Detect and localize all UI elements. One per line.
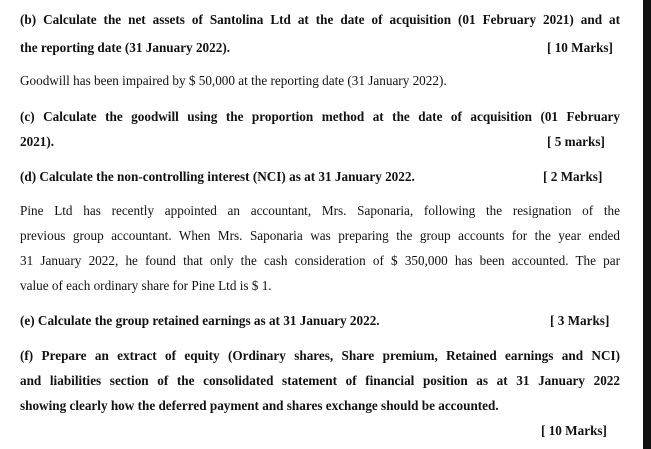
- question-b-marks: [ 10 Marks]: [547, 40, 613, 55]
- question-f-line3: showing clearly how the deferred payment and shares exchange should be accounted.: [20, 398, 499, 413]
- scenario-line3: 31 January 2022, he found that only the cash consideration of $ 350,000 has been accounted. The par: [20, 253, 620, 268]
- question-e-text: (e) Calculate the group retained earnings as at 31 January 2022.: [20, 313, 380, 328]
- question-c-marks: [ 5 marks]: [547, 134, 605, 149]
- question-f-line2: and liabilities section of the consolidated statement of financial position as at 31 January 2022: [20, 373, 620, 388]
- question-d-text: (d) Calculate the non-controlling interest (NCI) as at 31 January 2022.: [20, 169, 415, 184]
- question-c-line1: (c) Calculate the goodwill using the proportion method at the date of acquisition (01 February: [20, 109, 620, 124]
- scenario-line1: Pine Ltd has recently appointed an accountant, Mrs. Saponaria, following the resignation of the: [20, 203, 620, 218]
- question-e-marks: [ 3 Marks]: [550, 313, 610, 328]
- scenario-line4: value of each ordinary share for Pine Ltd is $ 1.: [20, 278, 272, 293]
- question-d-marks: [ 2 Marks]: [543, 169, 603, 184]
- goodwill-note: Goodwill has been impaired by $ 50,000 at the reporting date (31 January 2022).: [20, 73, 447, 88]
- page-edge-bar: [643, 0, 651, 449]
- scenario-line2: previous group accountant. When Mrs. Saponaria was preparing the group accounts for the year ended: [20, 228, 620, 243]
- question-b-line1: (b) Calculate the net assets of Santolina Ltd at the date of acquisition (01 February 2021) and at: [20, 12, 620, 27]
- question-c-line2: 2021).: [20, 134, 55, 149]
- question-b-line2: the reporting date (31 January 2022).: [20, 40, 231, 55]
- question-f-marks: [ 10 Marks]: [541, 423, 607, 438]
- question-f-line1: (f) Prepare an extract of equity (Ordinary shares, Share premium, Retained earnings and NCI): [20, 348, 620, 363]
